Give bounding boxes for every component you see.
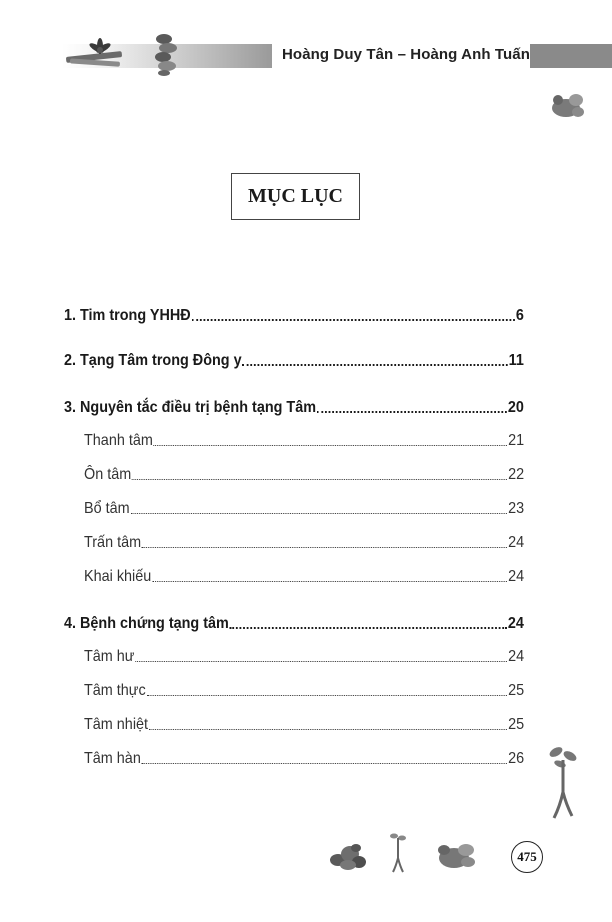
toc-entry-label: 3. Nguyên tắc điều trị bệnh tạng Tâm bbox=[64, 399, 317, 416]
toc-entry-label: Khai khiếu bbox=[84, 568, 152, 585]
dot-leader bbox=[317, 411, 507, 413]
toc-entry-label: Ôn tâm bbox=[84, 466, 132, 483]
toc-subentry[interactable] bbox=[84, 562, 524, 586]
toc-entry[interactable] bbox=[64, 393, 524, 417]
ginger-root-icon bbox=[548, 90, 588, 122]
toc-entry[interactable] bbox=[64, 346, 524, 370]
page-number: 475 bbox=[511, 841, 543, 873]
toc-entry-label: 1. Tim trong YHHĐ bbox=[64, 307, 191, 324]
toc-subentry[interactable] bbox=[84, 528, 524, 552]
toc-entry-label: 4. Bệnh chứng tạng tâm bbox=[64, 615, 229, 632]
toc-entry-label: Tâm hư bbox=[84, 648, 135, 665]
dried-herb-pile-icon bbox=[328, 836, 368, 872]
toc-subentry[interactable] bbox=[84, 426, 524, 450]
toc-entry-page: 25 bbox=[508, 682, 525, 699]
dot-leader bbox=[152, 580, 507, 582]
toc-subentry[interactable] bbox=[84, 460, 524, 484]
dot-leader bbox=[147, 694, 508, 696]
dot-leader bbox=[142, 762, 507, 764]
dot-leader bbox=[243, 364, 508, 366]
toc-entry-page: 25 bbox=[508, 716, 525, 733]
dot-leader bbox=[230, 627, 507, 629]
toc-entry-page: 26 bbox=[508, 750, 525, 767]
toc-entry[interactable] bbox=[64, 301, 524, 325]
header-band-right bbox=[530, 44, 612, 68]
toc-entry[interactable] bbox=[64, 609, 524, 633]
toc-subentry[interactable] bbox=[84, 494, 524, 518]
toc-entry-page: 24 bbox=[508, 534, 525, 551]
toc-entry-page: 24 bbox=[508, 648, 525, 665]
dot-leader bbox=[154, 444, 507, 446]
toc-entry-label: Bổ tâm bbox=[84, 500, 130, 517]
toc-subentry[interactable] bbox=[84, 676, 524, 700]
ginger-root-icon bbox=[434, 838, 478, 872]
toc-entry-label: 2. Tạng Tâm trong Đông y bbox=[64, 352, 242, 369]
toc-entry-label: Tâm thực bbox=[84, 682, 146, 699]
toc-subentry[interactable] bbox=[84, 642, 524, 666]
toc-title-box bbox=[231, 173, 360, 220]
toc-subentry[interactable] bbox=[84, 710, 524, 734]
ginseng-root-icon bbox=[546, 742, 580, 822]
dot-leader bbox=[142, 546, 507, 548]
toc-entry-page: 24 bbox=[507, 615, 524, 632]
star-anise-cinnamon-icon bbox=[64, 36, 126, 72]
toc-entry-page: 21 bbox=[508, 432, 525, 449]
header-authors: Hoàng Duy Tân – Hoàng Anh Tuấn bbox=[282, 46, 530, 63]
toc-subentry[interactable] bbox=[84, 744, 524, 768]
toc-entry-page: 6 bbox=[515, 307, 524, 324]
small-ginseng-icon bbox=[388, 830, 408, 874]
toc-entry-label: Tâm nhiệt bbox=[84, 716, 149, 733]
toc-entry-label: Trấn tâm bbox=[84, 534, 142, 551]
dot-leader bbox=[135, 660, 507, 662]
toc-entry-page: 23 bbox=[508, 500, 525, 517]
toc-entry-label: Tâm hàn bbox=[84, 750, 141, 767]
dot-leader bbox=[149, 728, 507, 730]
dot-leader bbox=[192, 319, 515, 321]
toc-entry-page: 20 bbox=[507, 399, 524, 416]
toc-title: MỤC LỤC bbox=[248, 185, 343, 207]
toc-entry-page: 22 bbox=[508, 466, 525, 483]
toc-entry-page: 24 bbox=[508, 568, 525, 585]
dot-leader bbox=[131, 512, 508, 514]
dot-leader bbox=[132, 478, 507, 480]
toc-entry-label: Thanh tâm bbox=[84, 432, 153, 449]
toc-entry-page: 11 bbox=[508, 352, 524, 369]
dried-herb-icon bbox=[150, 33, 182, 77]
